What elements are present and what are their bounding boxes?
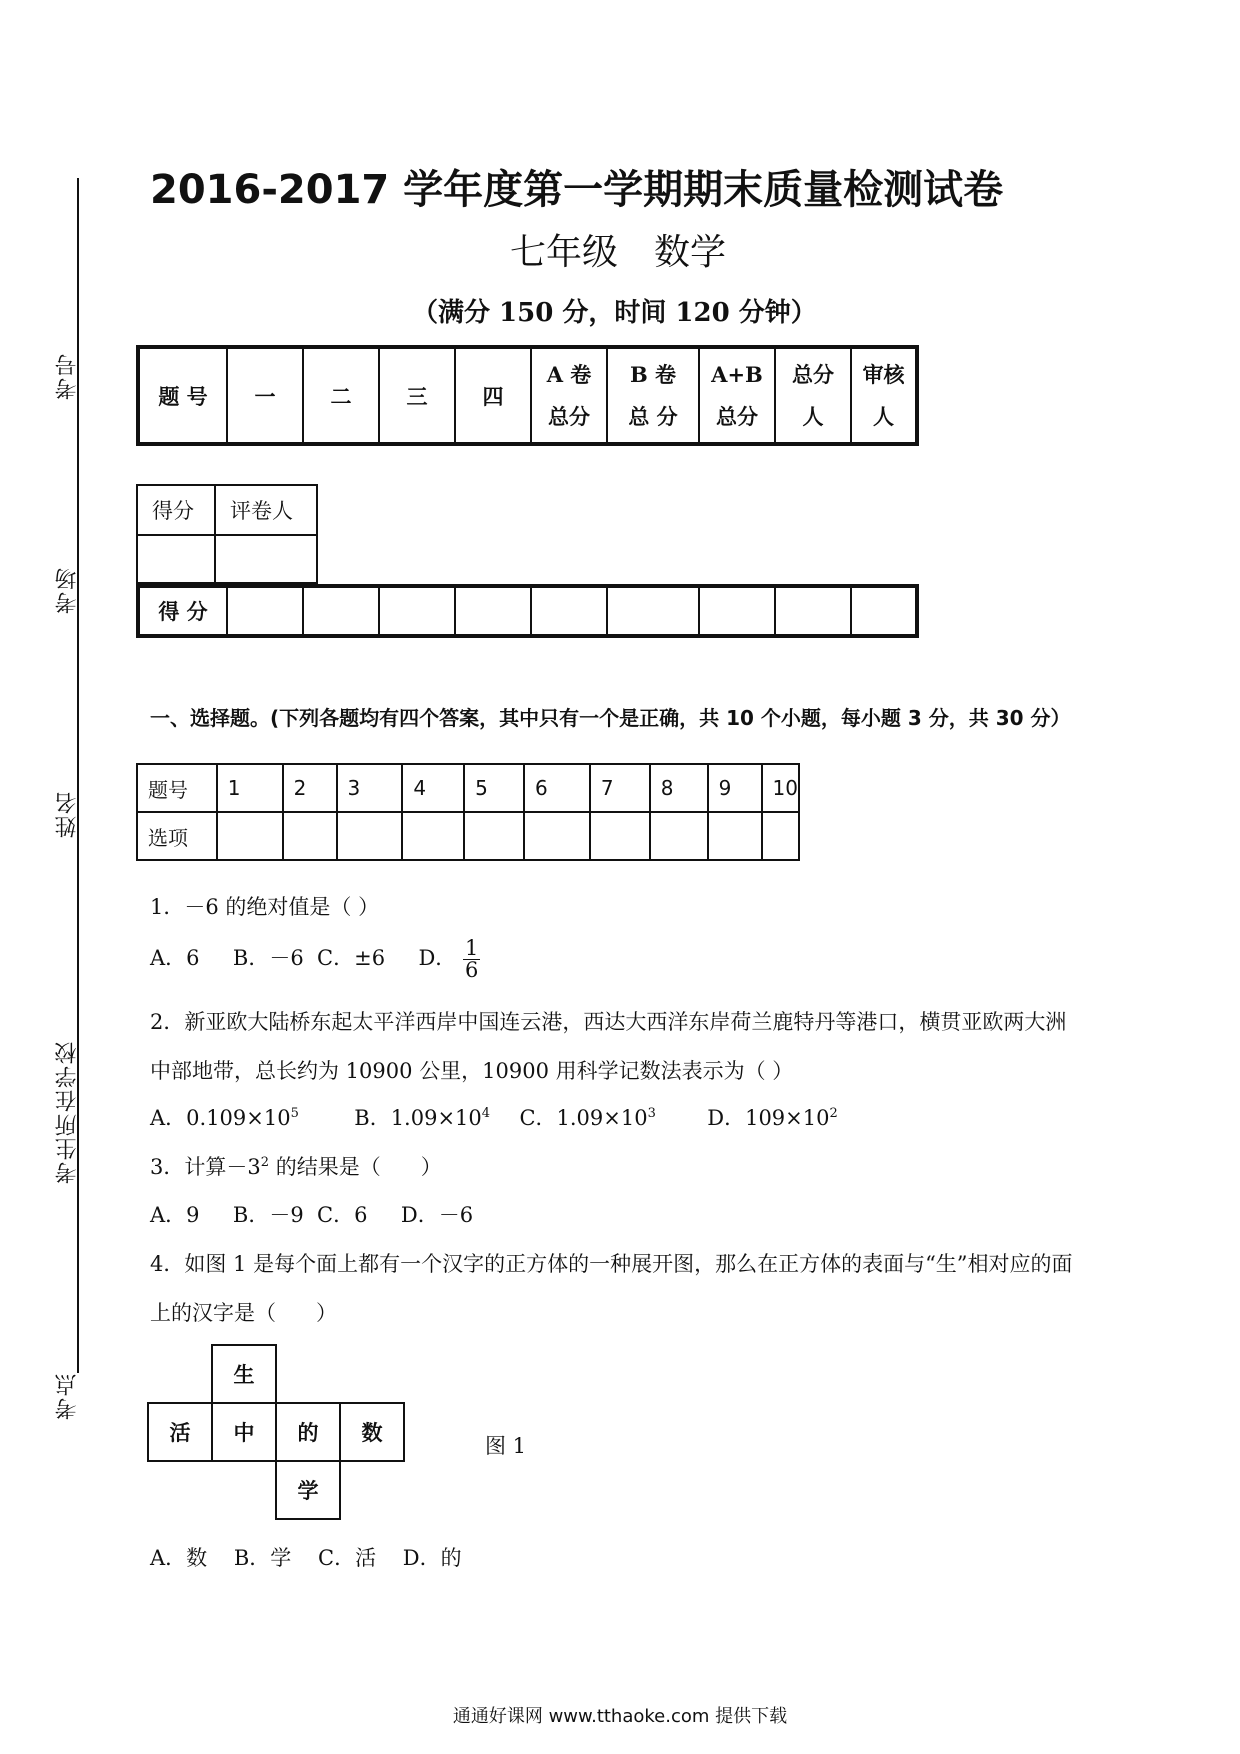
question-2-options <box>150 1106 838 1131</box>
side-label-exam-number: 考号 <box>55 352 80 400</box>
question-3-stem: 3．计算$-3^2$ 的结果是（ ） <box>150 1155 442 1179</box>
net-face: 的 <box>276 1403 340 1461</box>
question-2-line-2: 中部地带，总长约为 10900 公里，10900 用科学记数法表示为（ ） <box>150 1059 794 1083</box>
fraction-one-sixth: $\frac{1}{6}$ <box>464 936 479 982</box>
points-cell[interactable] <box>607 586 699 636</box>
score-header-cell: A 卷 总分 <box>531 347 607 444</box>
answer-cell[interactable] <box>762 812 799 860</box>
exam-info: （满分 150 分，时间 120 分钟） <box>412 298 817 328</box>
points-cell[interactable] <box>303 586 379 636</box>
question-number-cell: 4 <box>402 764 464 812</box>
score-header-cell: 总分 人 <box>775 347 851 444</box>
question-number-cell: 7 <box>590 764 650 812</box>
question-number-cell: 9 <box>708 764 762 812</box>
option-a: A．$0.109\times 10^5$ <box>150 1106 299 1130</box>
answer-cell[interactable] <box>650 812 708 860</box>
answer-table <box>136 763 800 861</box>
points-cell[interactable] <box>699 586 775 636</box>
question-number-cell: 2 <box>283 764 337 812</box>
net-face-top: 生 <box>212 1345 276 1403</box>
answer-row-label: 选项 <box>137 812 217 860</box>
grader-score-label: 得分 <box>137 485 215 535</box>
side-label-school: 考生所在学校 <box>55 1040 80 1184</box>
page-title: 2016-2017 学年度第一学期期末质量检测试卷 <box>150 167 1004 213</box>
answer-cell[interactable] <box>217 812 283 860</box>
subject-label: 数学 <box>654 232 727 273</box>
question-3-options: A．9 B．－9 C．6 D．－6 <box>150 1203 474 1227</box>
option-b: B．$1.09\times 10^4$ <box>354 1106 491 1130</box>
answer-cell[interactable] <box>402 812 464 860</box>
points-cell[interactable] <box>227 586 303 636</box>
answer-cell[interactable] <box>708 812 762 860</box>
footer-credit: 通通好课网 www.tthaoke.com 提供下载 <box>452 1706 788 1727</box>
grader-name-label: 评卷人 <box>215 485 317 535</box>
score-summary-table <box>136 345 919 446</box>
points-cell[interactable] <box>531 586 607 636</box>
score-header-cell: 二 <box>303 347 379 444</box>
question-number-cell: 8 <box>650 764 708 812</box>
score-header-cell: 三 <box>379 347 455 444</box>
answer-row-label: 题号 <box>137 764 217 812</box>
answer-cell[interactable] <box>283 812 337 860</box>
option-d: D．$109\times 10^2$ <box>707 1106 838 1130</box>
points-cell[interactable] <box>775 586 851 636</box>
question-4-options: A．数 B．学 C．活 D．的 <box>150 1546 462 1570</box>
points-label: 得 分 <box>138 586 227 636</box>
points-cell[interactable] <box>851 586 917 636</box>
points-cell[interactable] <box>455 586 531 636</box>
score-header-cell: 审核 人 <box>851 347 917 444</box>
answer-cell[interactable] <box>590 812 650 860</box>
cube-net-figure <box>147 1344 405 1520</box>
score-header-cell: B 卷 总 分 <box>607 347 699 444</box>
points-table <box>136 584 919 638</box>
question-number-cell: 5 <box>464 764 524 812</box>
section-heading: 一、选择题。(下列各题均有四个答案，其中只有一个是正确，共 10 个小题，每小题 3 分，共 30 分） <box>150 706 1071 730</box>
side-label-exam-site: 考点 <box>55 1372 80 1420</box>
question-4-line-1: 4．如图 1 是每个面上都有一个汉字的正方体的一种展开图，那么在正方体的表面与“生”相对应的面 <box>150 1252 1073 1276</box>
question-number-cell: 6 <box>524 764 590 812</box>
side-label-name: 姓名 <box>55 790 80 838</box>
question-number-cell: 10 <box>762 764 799 812</box>
grader-score-cell[interactable] <box>137 535 215 583</box>
score-header-cell: 题 号 <box>138 347 227 444</box>
question-4-line-2: 上的汉字是（ ） <box>150 1301 338 1325</box>
grade-label: 七年级 <box>510 232 619 273</box>
grader-table <box>136 484 318 584</box>
question-1-stem: 1．－6 的绝对值是（ ） <box>150 895 380 919</box>
question-2-line-1: 2．新亚欧大陆桥东起太平洋西岸中国连云港，西达大西洋东岸荷兰鹿特丹等港口，横贯亚欧两大洲 <box>150 1010 1067 1034</box>
question-number-cell: 3 <box>337 764 403 812</box>
net-face: 中 <box>212 1403 276 1461</box>
net-face: 数 <box>340 1403 404 1461</box>
score-header-cell: 四 <box>455 347 531 444</box>
answer-cell[interactable] <box>524 812 590 860</box>
answer-cell[interactable] <box>464 812 524 860</box>
score-header-cell: A+B 总分 <box>699 347 775 444</box>
question-1-options: A．6 B．－6 C．±6 D． $\frac{1}{6}$ <box>150 936 479 982</box>
figure-label: 图 1 <box>485 1434 527 1458</box>
answer-cell[interactable] <box>337 812 403 860</box>
net-face-bottom: 学 <box>276 1461 340 1519</box>
grader-name-cell[interactable] <box>215 535 317 583</box>
option-c: C．$1.09\times 10^3$ <box>519 1106 656 1130</box>
question-number-cell: 1 <box>217 764 283 812</box>
side-label-exam-room: 考场 <box>55 566 80 614</box>
page-subtitle <box>510 224 762 275</box>
score-header-cell: 一 <box>227 347 303 444</box>
net-face: 活 <box>148 1403 212 1461</box>
points-cell[interactable] <box>379 586 455 636</box>
